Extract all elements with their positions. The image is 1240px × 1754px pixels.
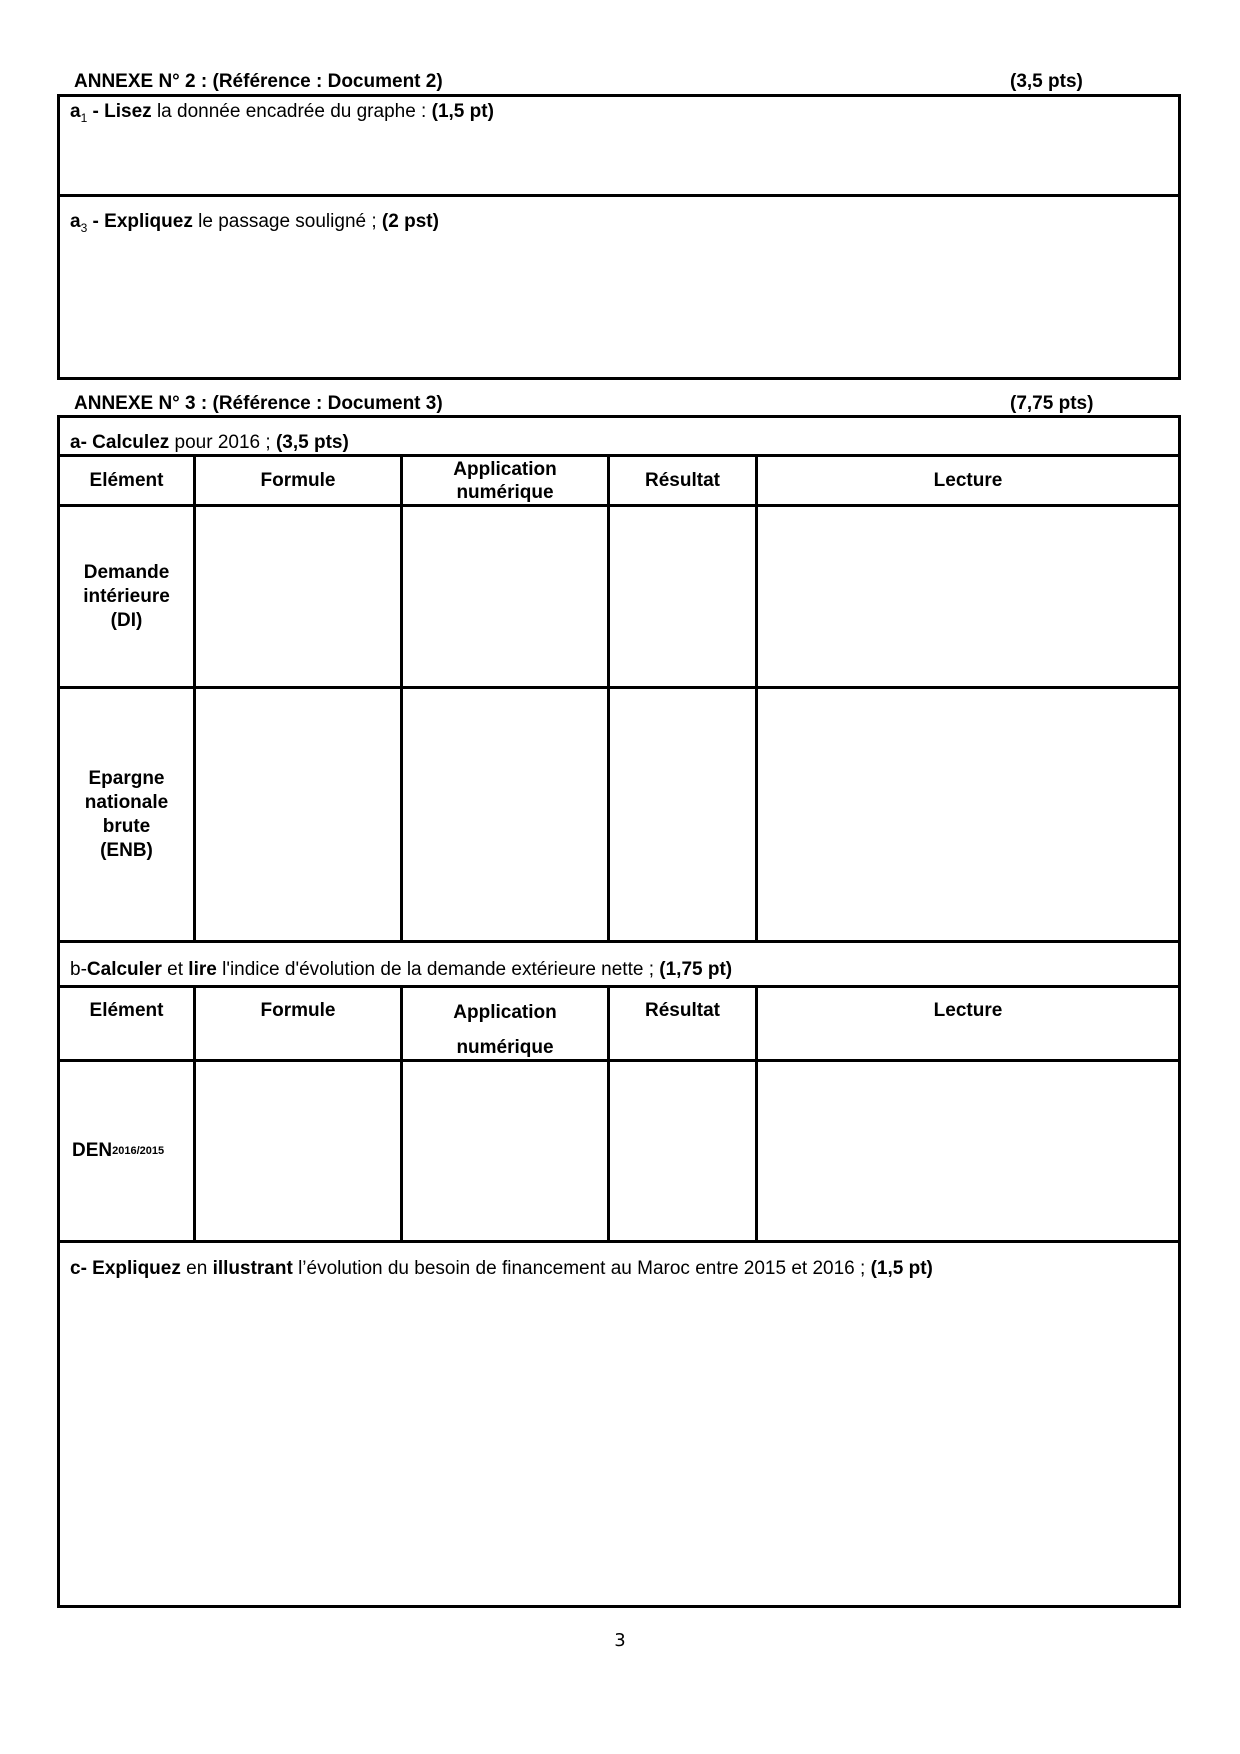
part-a-instruction [70, 432, 349, 454]
row-den-sub: 2016/2015 [112, 1145, 165, 1157]
table-a-bottom-line [57, 940, 1181, 943]
annexe2-question-a1 [70, 101, 494, 129]
row-demande-interieure [60, 507, 193, 686]
table-a-col4 [755, 454, 758, 943]
q1-label-sub: 1 [80, 110, 88, 125]
q1-text: la donnée encadrée du graphe : [151, 101, 432, 122]
table-b-header-resultat: Résultat [645, 1000, 720, 1021]
q3-label: a [70, 211, 81, 232]
table-a-col1 [193, 454, 196, 943]
q1-points: (1,5 pt) [431, 101, 494, 122]
part-c-verb2: illustrant [212, 1258, 293, 1279]
q3-points: (2 pst) [381, 211, 439, 232]
row-epargne-nationale-brute [60, 689, 193, 940]
part-b-points: (1,75 pt) [659, 959, 733, 980]
table-a-col2 [400, 454, 403, 943]
q3-text: le passage souligné ; [192, 211, 382, 232]
part-c-label: c- Expliquez [70, 1258, 181, 1279]
q3-verb: - Expliquez [87, 211, 193, 232]
table-a-header-element: Elément [89, 469, 164, 491]
annexe3-points: (7,75 pts) [1010, 393, 1094, 414]
part-b-instruction [70, 959, 732, 981]
application-line1: Application [453, 458, 557, 480]
row-enb-line4: (ENB) [100, 839, 153, 861]
part-b-prefix: b- [70, 959, 87, 980]
part-a-label: a- Calculez [70, 432, 170, 453]
table-b-top-line [57, 985, 1181, 988]
part-b-verb2: lire [188, 959, 217, 980]
part-c-instruction [70, 1258, 933, 1280]
row-enb-line2: nationale [84, 791, 169, 813]
annexe2-title: ANNEXE N° 2 : (Référence : Document 2) [74, 71, 443, 92]
row-enb-line3: brute [102, 815, 151, 837]
application-b-line1: Application [453, 1002, 557, 1023]
page-number: 3 [614, 1630, 626, 1651]
table-b-header-formule: Formule [260, 1000, 336, 1021]
table-a-header-line [57, 504, 1181, 507]
table-a-header-lecture: Lecture [933, 469, 1003, 491]
part-a-text: pour 2016 ; [169, 432, 276, 453]
annexe2-points: (3,5 pts) [1010, 71, 1083, 92]
table-a-header-resultat: Résultat [645, 469, 720, 491]
row-den-main: DEN [72, 1140, 113, 1161]
part-a-points: (3,5 pts) [275, 432, 349, 453]
q1-label: a [70, 101, 81, 122]
annexe2-question-a3 [70, 211, 439, 239]
row-di-line2: intérieure [83, 585, 170, 607]
annexe3-title: ANNEXE N° 3 : (Référence : Document 3) [74, 393, 443, 414]
part-b-mid: et [161, 959, 189, 980]
row-di-line3: (DI) [110, 609, 143, 631]
table-b-header-line [57, 1059, 1181, 1062]
part-b-verb1: Calculer [86, 959, 162, 980]
row-enb-line1: Epargne [88, 767, 165, 789]
table-b-header-element: Elément [89, 1000, 164, 1021]
part-c-text: l’évolution du besoin de financement au Maroc entre 2015 et 2016 ; [292, 1258, 871, 1279]
table-b-bottom-line [57, 1240, 1181, 1243]
application-b-line2: numérique [456, 1037, 554, 1058]
application-line2: numérique [456, 481, 554, 503]
table-b-header-application [403, 995, 607, 1059]
table-a-header-formule: Formule [260, 469, 336, 491]
table-a-header-application [403, 457, 607, 504]
annexe2-divider [57, 194, 1181, 197]
row-den [60, 1062, 193, 1240]
row-di-line1: Demande [83, 561, 170, 583]
part-c-points: (1,5 pt) [870, 1258, 933, 1279]
part-b-text: l'indice d'évolution de la demande extérieure nette ; [216, 959, 660, 980]
q3-label-sub: 3 [80, 220, 88, 235]
q1-verb: - Lisez [87, 101, 152, 122]
table-b-header-lecture: Lecture [933, 1000, 1003, 1021]
table-a-col3 [607, 454, 610, 943]
table-a-row1-line [57, 686, 1181, 689]
part-c-mid: en [180, 1258, 213, 1279]
